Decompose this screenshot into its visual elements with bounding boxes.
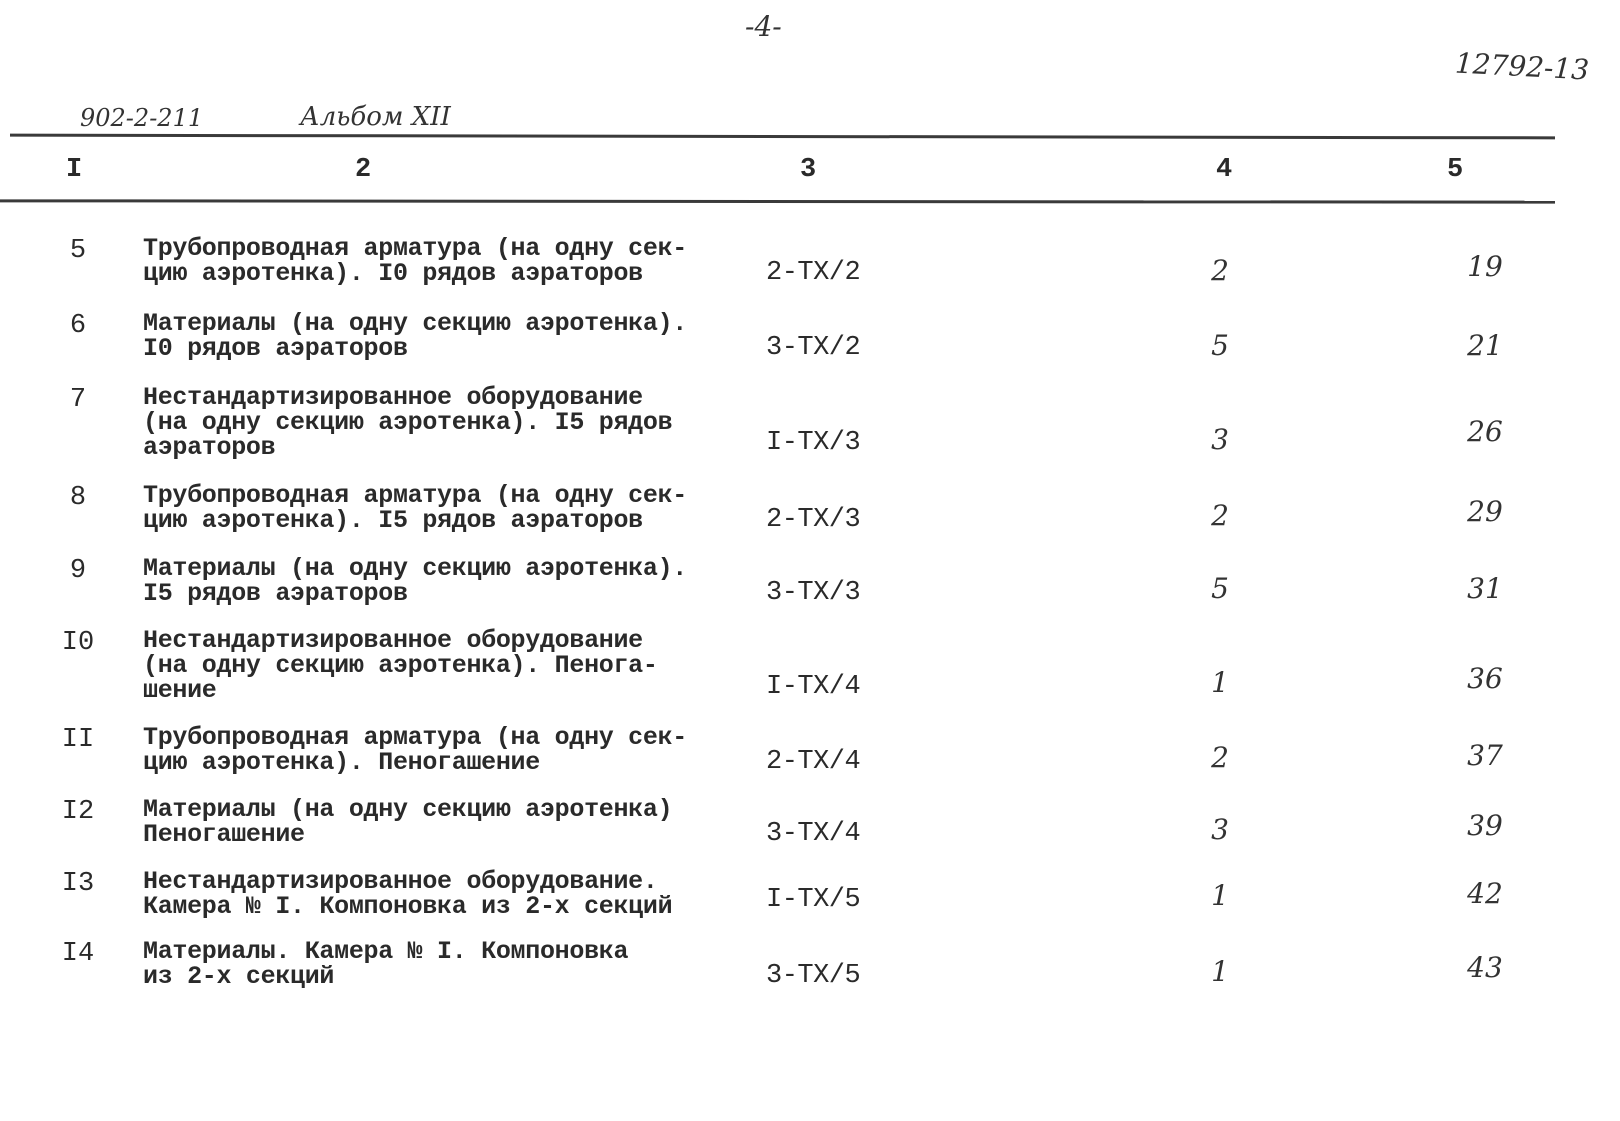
- row-number: 7: [69, 385, 87, 415]
- row-quantity: 3: [1211, 813, 1229, 846]
- row-quantity: 3: [1211, 423, 1229, 456]
- row-sheet-code: I-ТХ/3: [766, 428, 861, 458]
- row-description: Материалы. Камера № I. Компоновка из 2-х секций: [143, 937, 629, 991]
- row-page: 21: [1467, 329, 1503, 362]
- series-code: 902-2-211: [80, 104, 204, 132]
- row-sheet-code: 2-ТХ/4: [766, 747, 861, 777]
- row-number: I3: [61, 869, 95, 899]
- header-rule-bottom: [0, 199, 1555, 203]
- row-page: 43: [1467, 951, 1503, 984]
- column-header-4: 4: [1216, 155, 1233, 185]
- row-number: I0: [61, 628, 95, 658]
- header-rule-top: [10, 134, 1555, 140]
- row-sheet-code: 2-ТХ/3: [766, 505, 861, 535]
- page-number: -4-: [745, 10, 782, 43]
- row-page: 26: [1467, 415, 1503, 448]
- row-page: 36: [1467, 662, 1503, 695]
- row-number: 9: [69, 556, 87, 586]
- row-quantity: 1: [1211, 955, 1229, 988]
- document-code: 12792-13: [1454, 46, 1590, 87]
- row-page: 29: [1467, 495, 1503, 528]
- row-number: 5: [69, 236, 87, 266]
- row-number: 8: [69, 483, 87, 513]
- row-number: 6: [69, 311, 87, 341]
- row-description: Материалы (на одну секцию аэротенка). I0 рядов аэраторов: [143, 309, 687, 363]
- row-page: 42: [1467, 877, 1503, 910]
- row-description: Материалы (на одну секцию аэротенка) Пеногашение: [143, 795, 673, 849]
- row-number: I2: [61, 797, 95, 827]
- row-page: 31: [1467, 572, 1503, 605]
- row-description: Материалы (на одну секцию аэротенка). I5 рядов аэраторов: [143, 554, 687, 608]
- row-sheet-code: 3-ТХ/2: [766, 333, 861, 363]
- column-header-2: 2: [355, 155, 372, 185]
- row-quantity: 2: [1211, 741, 1229, 774]
- row-description: Нестандартизированное оборудование (на одну секцию аэротенка). Пенога- шение: [143, 626, 658, 705]
- row-quantity: 5: [1211, 572, 1229, 605]
- column-header-3: 3: [800, 155, 817, 185]
- row-description: Нестандартизированное оборудование (на одну секцию аэротенка). I5 рядов аэраторов: [143, 383, 673, 462]
- row-sheet-code: 3-ТХ/5: [766, 961, 861, 991]
- row-description: Нестандартизированное оборудование. Камера № I. Компоновка из 2-х секций: [143, 867, 673, 921]
- row-description: Трубопроводная арматура (на одну сек- цию аэротенка). I5 рядов аэраторов: [143, 481, 687, 535]
- row-description: Трубопроводная арматура (на одну сек- цию аэротенка). Пеногашение: [143, 723, 687, 777]
- row-number: II: [61, 725, 95, 755]
- row-description: Трубопроводная арматура (на одну сек- цию аэротенка). I0 рядов аэраторов: [143, 234, 687, 288]
- row-quantity: 1: [1211, 879, 1229, 912]
- row-sheet-code: I-ТХ/4: [766, 672, 861, 702]
- row-quantity: 1: [1211, 666, 1229, 699]
- row-page: 39: [1467, 809, 1503, 842]
- row-quantity: 2: [1211, 254, 1229, 287]
- row-quantity: 2: [1211, 499, 1229, 532]
- album-label: Альбом XII: [300, 102, 451, 132]
- row-sheet-code: I-ТХ/5: [766, 885, 861, 915]
- column-header-1: I: [66, 155, 83, 185]
- row-quantity: 5: [1211, 329, 1229, 362]
- row-sheet-code: 2-ТХ/2: [766, 258, 861, 288]
- row-sheet-code: 3-ТХ/3: [766, 578, 861, 608]
- row-sheet-code: 3-ТХ/4: [766, 819, 861, 849]
- row-page: 37: [1467, 739, 1503, 772]
- row-page: 19: [1467, 250, 1503, 283]
- column-header-5: 5: [1447, 155, 1464, 185]
- row-number: I4: [61, 939, 95, 969]
